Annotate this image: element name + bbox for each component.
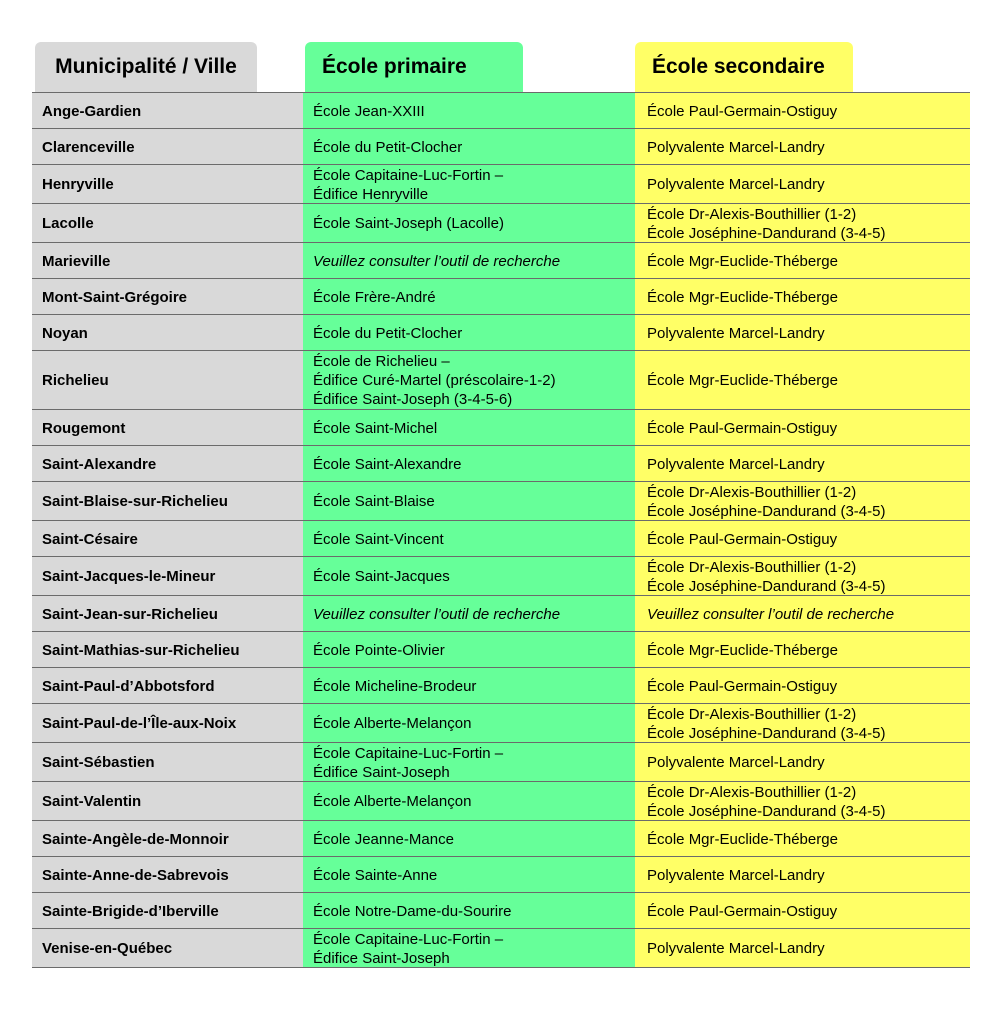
municipality-cell-text: Clarenceville <box>42 138 135 156</box>
secondary-school-cell-text: Polyvalente Marcel-Landry <box>647 138 825 156</box>
secondary-school-cell-text: École Dr-Alexis-Bouthillier (1-2) École Joséphine-Dandurand (3-4-5) <box>647 558 886 595</box>
column-header-primary-school: École primaire <box>305 42 523 92</box>
primary-school-cell-text: École Alberte-Melançon <box>313 793 472 810</box>
municipality-cell <box>32 893 303 928</box>
secondary-school-cell-text: École Dr-Alexis-Bouthillier (1-2) École Joséphine-Dandurand (3-4-5) <box>647 705 886 742</box>
column-header-secondary-school: École secondaire <box>635 42 853 92</box>
municipality-cell <box>32 704 303 742</box>
table-row <box>32 315 970 351</box>
table-row <box>32 204 970 243</box>
municipality-cell <box>32 482 303 520</box>
municipality-cell-text: Saint-Sébastien <box>42 754 155 771</box>
table-row <box>32 557 970 596</box>
secondary-school-cell <box>635 129 970 164</box>
primary-school-cell <box>303 446 635 481</box>
secondary-school-cell <box>635 410 970 445</box>
primary-school-cell <box>303 129 635 164</box>
primary-school-cell-text: Veuillez consulter l’outil de recherche <box>313 605 561 623</box>
secondary-school-cell-text: Polyvalente Marcel-Landry <box>647 176 825 193</box>
primary-school-cell <box>303 704 635 742</box>
municipality-cell-text: Richelieu <box>42 372 109 389</box>
secondary-school-cell <box>635 315 970 350</box>
primary-school-cell <box>303 165 635 203</box>
municipality-cell-text: Sainte-Anne-de-Sabrevois <box>42 866 229 884</box>
municipality-cell <box>32 596 303 631</box>
primary-school-cell <box>303 632 635 667</box>
municipality-cell <box>32 351 303 409</box>
table-row <box>32 165 970 204</box>
primary-school-cell <box>303 521 635 556</box>
table-row <box>32 93 970 129</box>
secondary-school-cell-text: École Dr-Alexis-Bouthillier (1-2) École Joséphine-Dandurand (3-4-5) <box>647 205 886 242</box>
column-header-municipality: Municipalité / Ville <box>35 42 257 92</box>
primary-school-cell-text: École Saint-Michel <box>313 419 438 437</box>
primary-school-cell-text: École Saint-Jacques <box>313 568 450 585</box>
primary-school-cell-text: École Jeanne-Mance <box>313 830 454 848</box>
primary-school-cell-text: École du Petit-Clocher <box>313 138 463 156</box>
primary-school-cell-text: École Notre-Dame-du-Sourire <box>313 902 512 920</box>
municipality-cell-text: Lacolle <box>42 215 94 232</box>
municipality-cell <box>32 821 303 856</box>
table-row <box>32 929 970 968</box>
primary-school-cell <box>303 93 635 128</box>
secondary-school-cell-text: École Mgr-Euclide-Théberge <box>647 288 838 306</box>
primary-school-cell <box>303 410 635 445</box>
primary-school-cell-text: École Sainte-Anne <box>313 866 438 884</box>
primary-school-cell-text: École Micheline-Brodeur <box>313 677 477 695</box>
municipality-cell <box>32 279 303 314</box>
municipality-cell-text: Saint-Paul-de-l’Île-aux-Noix <box>42 715 237 732</box>
secondary-school-cell-text: École Dr-Alexis-Bouthillier (1-2) École Joséphine-Dandurand (3-4-5) <box>647 483 886 520</box>
municipality-cell-text: Saint-Mathias-sur-Richelieu <box>42 641 240 659</box>
secondary-school-cell-text: Polyvalente Marcel-Landry <box>647 754 825 771</box>
secondary-school-cell <box>635 857 970 892</box>
municipality-cell-text: Saint-Jacques-le-Mineur <box>42 568 216 585</box>
primary-school-cell <box>303 929 635 967</box>
municipality-cell-text: Saint-Alexandre <box>42 455 157 473</box>
secondary-school-cell <box>635 482 970 520</box>
municipality-cell-text: Saint-Blaise-sur-Richelieu <box>42 493 228 510</box>
primary-school-cell-text: École Saint-Joseph (Lacolle) <box>313 215 504 232</box>
primary-school-cell-text: École Capitaine-Luc-Fortin – Édifice Saint-Joseph <box>313 744 504 781</box>
municipality-cell-text: Saint-Valentin <box>42 793 142 810</box>
schools-table <box>32 92 970 968</box>
municipality-cell-text: Rougemont <box>42 419 126 437</box>
municipality-cell <box>32 743 303 781</box>
municipality-cell <box>32 782 303 820</box>
primary-school-cell <box>303 821 635 856</box>
primary-school-cell <box>303 557 635 595</box>
secondary-school-cell-text: École Mgr-Euclide-Théberge <box>647 252 838 270</box>
municipality-cell <box>32 93 303 128</box>
secondary-school-cell <box>635 557 970 595</box>
table-row <box>32 743 970 782</box>
secondary-school-cell-text: Polyvalente Marcel-Landry <box>647 324 825 342</box>
primary-school-cell-text: École Frère-André <box>313 288 436 306</box>
secondary-school-cell-text: École Paul-Germain-Ostiguy <box>647 419 838 437</box>
secondary-school-cell-text: École Paul-Germain-Ostiguy <box>647 530 838 548</box>
secondary-school-cell-text: École Dr-Alexis-Bouthillier (1-2) École Joséphine-Dandurand (3-4-5) <box>647 783 886 820</box>
table-row <box>32 129 970 165</box>
secondary-school-cell-text: École Paul-Germain-Ostiguy <box>647 677 838 695</box>
primary-school-cell <box>303 893 635 928</box>
primary-school-cell-text: École Capitaine-Luc-Fortin – Édifice Saint-Joseph <box>313 930 504 967</box>
municipality-cell <box>32 129 303 164</box>
primary-school-cell-text: École du Petit-Clocher <box>313 324 463 342</box>
secondary-school-cell-text: Polyvalente Marcel-Landry <box>647 455 825 473</box>
secondary-school-cell-text: École Mgr-Euclide-Théberge <box>647 830 838 848</box>
municipality-cell <box>32 857 303 892</box>
municipality-cell-text: Sainte-Brigide-d’Iberville <box>42 902 219 920</box>
primary-school-cell-text: Veuillez consulter l’outil de recherche <box>313 252 561 270</box>
primary-school-cell <box>303 782 635 820</box>
secondary-school-cell <box>635 821 970 856</box>
municipality-cell-text: Saint-Césaire <box>42 530 138 548</box>
municipality-cell-text: Henryville <box>42 176 114 193</box>
municipality-cell-text: Noyan <box>42 324 88 342</box>
secondary-school-cell <box>635 521 970 556</box>
secondary-school-cell <box>635 279 970 314</box>
table-row <box>32 279 970 315</box>
primary-school-cell-text: École Capitaine-Luc-Fortin – Édifice Henryville <box>313 166 504 203</box>
municipality-cell-text: Saint-Paul-d’Abbotsford <box>42 677 215 695</box>
primary-school-cell <box>303 243 635 278</box>
primary-school-cell-text: École Saint-Blaise <box>313 493 435 510</box>
municipality-cell-text: Saint-Jean-sur-Richelieu <box>42 605 218 623</box>
municipality-cell <box>32 410 303 445</box>
secondary-school-cell-text: École Paul-Germain-Ostiguy <box>647 102 838 120</box>
municipality-cell-text: Venise-en-Québec <box>42 940 173 957</box>
table-row <box>32 482 970 521</box>
municipality-cell <box>32 204 303 242</box>
table-row <box>32 704 970 743</box>
secondary-school-cell <box>635 243 970 278</box>
table-row <box>32 351 970 410</box>
table-row <box>32 668 970 704</box>
secondary-school-cell <box>635 93 970 128</box>
municipality-cell-text: Marieville <box>42 252 111 270</box>
primary-school-cell <box>303 315 635 350</box>
municipality-cell-text: Mont-Saint-Grégoire <box>42 288 187 306</box>
municipality-cell <box>32 557 303 595</box>
municipality-cell <box>32 929 303 967</box>
municipality-cell <box>32 668 303 703</box>
secondary-school-cell <box>635 632 970 667</box>
primary-school-cell-text: École Saint-Vincent <box>313 530 444 548</box>
municipality-cell <box>32 521 303 556</box>
secondary-school-cell <box>635 893 970 928</box>
secondary-school-cell <box>635 743 970 781</box>
primary-school-cell <box>303 743 635 781</box>
secondary-school-cell <box>635 704 970 742</box>
primary-school-cell <box>303 482 635 520</box>
secondary-school-cell <box>635 351 970 409</box>
table-row <box>32 632 970 668</box>
table-row <box>32 857 970 893</box>
municipality-cell <box>32 632 303 667</box>
table-header <box>0 0 1006 92</box>
secondary-school-cell-text: Polyvalente Marcel-Landry <box>647 866 825 884</box>
primary-school-cell <box>303 351 635 409</box>
primary-school-cell <box>303 668 635 703</box>
primary-school-cell-text: École Saint-Alexandre <box>313 455 462 473</box>
primary-school-cell <box>303 204 635 242</box>
table-row <box>32 243 970 279</box>
primary-school-cell-text: École Alberte-Melançon <box>313 715 472 732</box>
table-row <box>32 446 970 482</box>
municipality-cell-text: Sainte-Angèle-de-Monnoir <box>42 830 229 848</box>
secondary-school-cell-text: École Paul-Germain-Ostiguy <box>647 902 838 920</box>
primary-school-cell <box>303 596 635 631</box>
secondary-school-cell-text: Veuillez consulter l’outil de recherche <box>647 605 895 623</box>
primary-school-cell-text: École Jean-XXIII <box>313 102 425 120</box>
secondary-school-cell <box>635 782 970 820</box>
secondary-school-cell <box>635 446 970 481</box>
table-row <box>32 782 970 821</box>
municipality-cell <box>32 315 303 350</box>
secondary-school-cell <box>635 204 970 242</box>
municipality-cell-text: Ange-Gardien <box>42 102 142 120</box>
secondary-school-cell <box>635 929 970 967</box>
table-row <box>32 821 970 857</box>
municipality-cell <box>32 446 303 481</box>
secondary-school-cell <box>635 165 970 203</box>
secondary-school-cell-text: École Mgr-Euclide-Théberge <box>647 372 838 389</box>
table-row <box>32 521 970 557</box>
secondary-school-cell-text: Polyvalente Marcel-Landry <box>647 940 825 957</box>
table-row <box>32 410 970 446</box>
table-row <box>32 893 970 929</box>
municipality-cell <box>32 165 303 203</box>
primary-school-cell <box>303 279 635 314</box>
table-row <box>32 596 970 632</box>
primary-school-cell-text: École Pointe-Olivier <box>313 641 445 659</box>
secondary-school-cell-text: École Mgr-Euclide-Théberge <box>647 641 838 659</box>
primary-school-cell <box>303 857 635 892</box>
primary-school-cell-text: École de Richelieu – Édifice Curé-Martel (préscolaire-1-2) Édifice Saint-Joseph (3-4-5-6) <box>313 353 556 408</box>
municipality-cell <box>32 243 303 278</box>
secondary-school-cell <box>635 668 970 703</box>
secondary-school-cell <box>635 596 970 631</box>
